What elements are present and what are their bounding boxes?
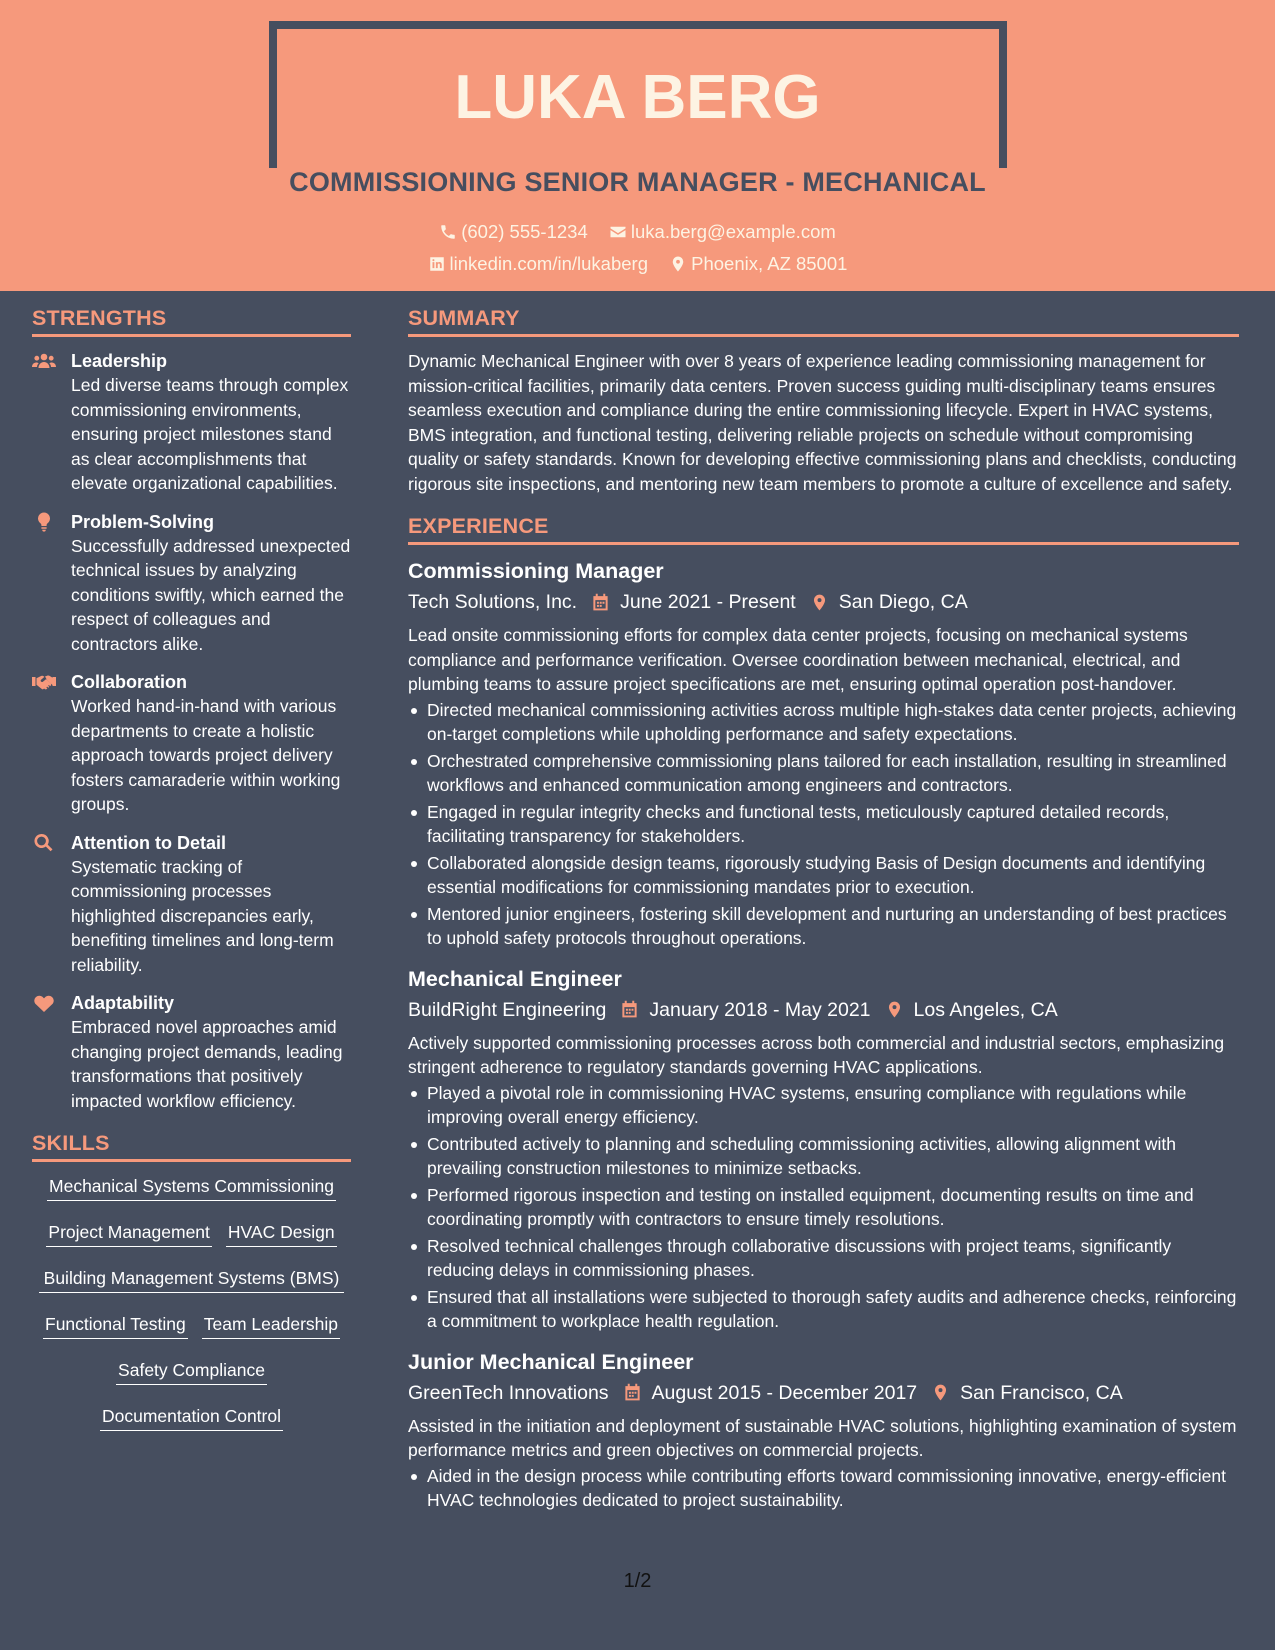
strength-name: Adaptability [71, 993, 175, 1013]
list-item: Contributed actively to planning and scheduling commissioning activities, allowing alignment with prevailing construction milestones to minimize setbacks. [408, 1132, 1239, 1181]
skill-tag: Project Management [46, 1220, 211, 1247]
job-bullets [408, 1464, 1239, 1513]
email-text: luka.berg@example.com [630, 221, 836, 242]
list-item: Collaborated alongside design teams, rigorously studying Basis of Design documents and identifying essential modifications for commissioning mandates prior to execution. [408, 851, 1239, 900]
list-item: Resolved technical challenges through collaborative discussions with project teams, significantly reducing delays in commissioning phases. [408, 1234, 1239, 1283]
strength-name: Leadership [71, 351, 168, 371]
linkedin-icon [428, 255, 446, 273]
strength-desc: Systematic tracking of commissioning processes highlighted discrepancies early, benefiting timelines and long-term reliability. [71, 856, 334, 975]
job-title-heading: COMMISSIONING SENIOR MANAGER - MECHANICAL [289, 167, 986, 197]
job-meta [408, 588, 1239, 616]
skill-tag: Team Leadership [202, 1312, 340, 1339]
job-title: Mechanical Engineer [408, 966, 622, 991]
job-title: Commissioning Manager [408, 559, 664, 583]
users-icon [32, 351, 56, 371]
contact-linkedin[interactable] [428, 253, 648, 275]
page-number: 1/2 [623, 1570, 652, 1592]
strengths-heading: STRENGTHS [32, 306, 351, 337]
phone-icon [439, 223, 457, 241]
job-company: GreenTech Innovations [408, 1381, 609, 1404]
location-text: Phoenix, AZ 85001 [691, 253, 848, 274]
contact-phone[interactable] [439, 221, 588, 243]
candidate-name: LUKA BERG [454, 63, 821, 132]
right-column [408, 306, 1239, 1527]
job-meta [408, 996, 1239, 1024]
strength-desc: Led diverse teams through complex commissioning environments, ensuring project milestones stand as clear accomplishments that elevate organizational capabilities. [71, 375, 349, 493]
skills-section [32, 1131, 351, 1450]
job-dates: January 2018 - May 2021 [649, 998, 871, 1021]
map-pin-icon [810, 593, 829, 612]
job-description: Assisted in the initiation and deployment of sustainable HVAC solutions, highlighting examination of system performance metrics and green objectives on commercial projects. [408, 1415, 1237, 1460]
list-item: Ensured that all installations were subjected to thorough safety audits and adherence checks, reinforcing a commitment to workplace health regulation. [408, 1285, 1239, 1334]
map-pin-icon [669, 255, 687, 273]
linkedin-text: linkedin.com/in/lukaberg [449, 253, 648, 274]
list-item: Engaged in regular integrity checks and functional tests, meticulously captured detailed records, facilitating transparency for stakeholders. [408, 800, 1239, 849]
magnifier-icon [32, 833, 56, 853]
contact-email[interactable] [609, 221, 836, 243]
strength-desc: Successfully addressed unexpected technical issues by analyzing conditions swiftly, which earned the respect of colleagues and contractors alike. [71, 535, 351, 654]
job-description: Lead onsite commissioning efforts for complex data center projects, focusing on mechanical systems compliance and performance verification. Oversee coordination between mechanical, electrical, and plumbing teams to assure project specifications are met, ensuring optimal operation post-handover. [408, 625, 1188, 694]
skills-list [32, 1174, 351, 1450]
job-title: Junior Mechanical Engineer [408, 1349, 694, 1374]
list-item: Mentored junior engineers, fostering skill development and nurturing an understanding of best practices to uphold safety protocols throughout operations. [408, 902, 1239, 951]
skill-tag: Building Management Systems (BMS) [39, 1266, 344, 1293]
strength-item [32, 349, 351, 496]
skill-tag: Functional Testing [43, 1312, 188, 1339]
summary-heading: SUMMARY [408, 306, 1239, 337]
job-description: Actively supported commissioning processes across both commercial and industrial sectors, emphasizing stringent adherence to regulatory standards governing HVAC applications. [408, 1032, 1225, 1077]
list-item: Aided in the design process while contributing efforts toward commissioning innovative, energy-efficient HVAC technologies dedicated to project sustainability. [408, 1464, 1239, 1513]
map-pin-icon [885, 1000, 904, 1019]
strength-item [32, 670, 351, 817]
strength-desc: Embraced novel approaches amid changing project demands, leading transformations that positively impacted workflow efficiency. [71, 1017, 343, 1111]
left-column [32, 306, 351, 1450]
job-company: BuildRight Engineering [408, 998, 607, 1021]
calendar-icon [591, 593, 610, 612]
skill-tag: HVAC Design [226, 1220, 337, 1247]
job-location: Los Angeles, CA [913, 998, 1058, 1021]
skill-tag: Mechanical Systems Commissioning [47, 1174, 336, 1201]
heart-icon [32, 993, 56, 1013]
strength-name: Problem-Solving [71, 511, 215, 532]
summary-text: Dynamic Mechanical Engineer with over 8 years of experience leading commissioning management for mission-critical facilities, primarily data centers. Proven success guiding multi-disciplinary teams ensures seamless execution and compliance during the entire commissioning lifecycle. Expert in HVAC systems, BMS integration, and functional testing, delivering reliable projects on schedule without compromising quality or safety standards. Known for developing effective commissioning plans and checklists, conducting rigorous site inspections, and mentoring new team members to promote a culture of excellence and safety. [408, 351, 1237, 494]
contact-location [669, 253, 847, 275]
list-item: Directed mechanical commissioning activities across multiple high-stakes data center projects, achieving on-target completions while upholding performance and safety expectations. [408, 698, 1239, 747]
strength-item [32, 991, 351, 1113]
lightbulb-icon [32, 512, 56, 532]
list-item: Played a pivotal role in commissioning HVAC systems, ensuring compliance with regulations while improving overall energy efficiency. [408, 1081, 1239, 1130]
phone-text: (602) 555-1234 [461, 221, 588, 242]
job-entry [408, 557, 1239, 951]
strength-name: Collaboration [71, 672, 187, 692]
contact-line-2 [0, 253, 1275, 278]
calendar-icon [623, 1383, 642, 1402]
job-dates: August 2015 - December 2017 [651, 1381, 918, 1404]
strength-item [32, 831, 351, 978]
skills-heading: SKILLS [32, 1131, 351, 1162]
job-bullets [408, 698, 1239, 951]
job-dates: June 2021 - Present [620, 591, 796, 613]
job-meta [408, 1379, 1239, 1407]
resume-header [0, 0, 1275, 291]
strength-desc: Worked hand-in-hand with various departments to create a holistic approach towards project delivery fosters camaraderie within working groups. [71, 696, 341, 814]
list-item: Orchestrated comprehensive commissioning plans tailored for each installation, resulting in streamlined workflows and enhanced communication among engineers and contractors. [408, 749, 1239, 798]
experience-heading: EXPERIENCE [408, 514, 1239, 545]
handshake-icon [32, 672, 56, 692]
job-company: Tech Solutions, Inc. [408, 591, 578, 613]
map-pin-icon [931, 1383, 950, 1402]
strength-item [32, 510, 351, 657]
skill-tag: Safety Compliance [116, 1358, 267, 1385]
envelope-icon [609, 223, 627, 241]
skill-tag: Documentation Control [100, 1404, 283, 1431]
list-item: Performed rigorous inspection and testing on installed equipment, documenting results on time and coordinating promptly with contractors to ensure timely resolutions. [408, 1183, 1239, 1232]
calendar-icon [620, 1000, 639, 1019]
strength-name: Attention to Detail [71, 832, 226, 853]
job-location: San Francisco, CA [960, 1381, 1123, 1404]
job-entry [408, 965, 1239, 1334]
contact-line-1 [0, 221, 1275, 246]
job-bullets [408, 1081, 1239, 1334]
job-location: San Diego, CA [838, 591, 968, 613]
job-entry [408, 1348, 1239, 1513]
